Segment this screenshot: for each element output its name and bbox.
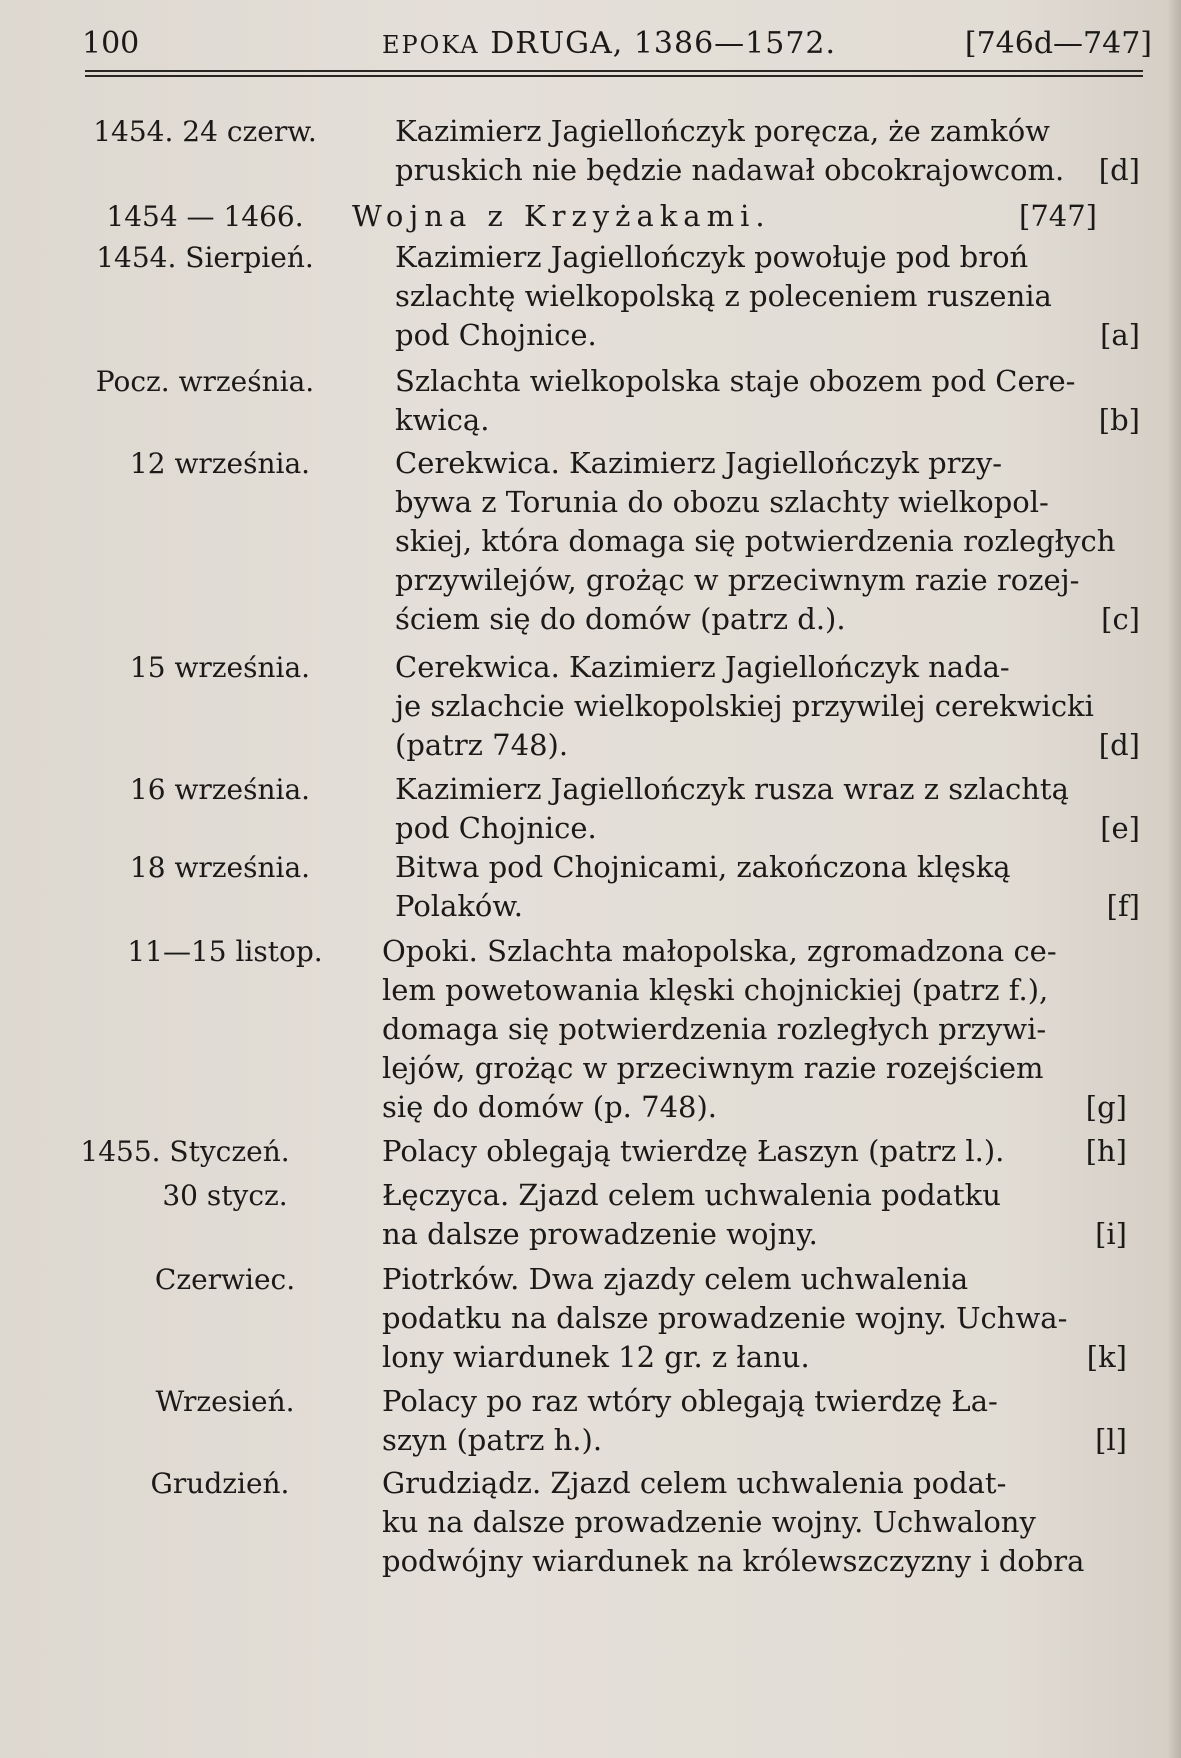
entry-date: 16 września. <box>129 773 311 806</box>
entry-line <box>395 401 1140 440</box>
entry-mark: [h] <box>1085 1134 1127 1168</box>
entry-line: Polacy po raz wtóry oblegają twierdzę Ła- <box>382 1384 998 1418</box>
entry-line-text: (patrz 748). <box>395 728 569 762</box>
entry-line-text: lony wiardunek 12 gr. z łanu. <box>382 1340 810 1374</box>
entry-line-text: pruskich nie będzie nadawał obcokrajowcom. <box>395 153 1065 187</box>
entry-mark: [k] <box>1086 1340 1127 1374</box>
entry-mark: [i] <box>1095 1217 1127 1251</box>
entry-line <box>395 151 1140 190</box>
entry-mark: [747] <box>1019 199 1097 233</box>
entry-line: Cerekwica. Kazimierz Jagiellończyk nada- <box>395 650 1010 684</box>
entry-line <box>395 316 1140 355</box>
entry-date: 30 stycz. <box>162 1179 288 1212</box>
entry-date: Pocz. września. <box>95 365 315 398</box>
entry-line-text: się do domów (p. 748). <box>382 1090 718 1124</box>
entry-line: Kazimierz Jagiellończyk poręcza, że zamków <box>395 114 1050 148</box>
entry-line <box>395 726 1140 765</box>
entry-line <box>395 809 1140 848</box>
entry-line: Grudziądz. Zjazd celem uchwalenia podat- <box>382 1466 1007 1500</box>
entry-mark: [c] <box>1101 602 1140 636</box>
header-rule-double <box>85 75 1143 77</box>
entry-line: lejów, grożąc w przeciwnym razie rozejściem <box>382 1051 1044 1085</box>
entry-line: Cerekwica. Kazimierz Jagiellończyk przy- <box>395 446 1003 480</box>
entry-text <box>382 1132 1127 1171</box>
entry-text <box>395 112 1140 190</box>
entry-text <box>382 1382 1127 1460</box>
entry-text <box>382 1260 1127 1377</box>
entry-line: Bitwa pod Chojnicami, zakończona klęską <box>395 850 1011 884</box>
entry-date: 15 września. <box>129 651 311 684</box>
entry-line-text: Polacy oblegają twierdzę Łaszyn (patrz l.). <box>382 1134 1005 1168</box>
entry-line-text: pod Chojnice. <box>395 811 597 845</box>
entry-text <box>395 848 1140 926</box>
entry-line-text: na dalsze prowadzenie wojny. <box>382 1217 818 1251</box>
entry-line-text: kwicą. <box>395 403 490 437</box>
entry-line-text: Polaków. <box>395 889 523 923</box>
entry-line: skiej, która domaga się potwierdzenia rozległych <box>395 524 1116 558</box>
entry-mark: [e] <box>1100 811 1140 845</box>
entry-line: je szlachcie wielkopolskiej przywilej cerekwicki <box>395 689 1094 723</box>
entry-mark: [g] <box>1085 1090 1127 1124</box>
entry-line <box>382 1338 1127 1377</box>
entry-line: lem powetowania klęski chojnickiej (patrz f.), <box>382 973 1049 1007</box>
page-edge-shadow <box>1167 0 1181 1758</box>
entry-line <box>395 600 1140 639</box>
entry-date: 12 września. <box>129 447 311 480</box>
entry-line <box>352 197 1097 236</box>
entry-line: Opoki. Szlachta małopolska, zgromadzona ce- <box>382 934 1057 968</box>
entry-text <box>352 197 1097 236</box>
entry-line <box>382 1215 1127 1254</box>
entry-line <box>382 1421 1127 1460</box>
entry-line: Kazimierz Jagiellończyk rusza wraz z szlachtą <box>395 772 1069 806</box>
entry-mark: [l] <box>1095 1423 1127 1457</box>
entry-mark: [d] <box>1098 153 1140 187</box>
entry-line <box>382 1132 1127 1171</box>
entry-line <box>395 887 1140 926</box>
running-title <box>382 24 836 65</box>
entry-line: Piotrków. Dwa zjazdy celem uchwalenia <box>382 1262 969 1296</box>
page-number: 100 <box>82 26 140 61</box>
entry-date: 1454 — 1466. <box>106 200 304 233</box>
entry-line: podatku na dalsze prowadzenie wojny. Uchwa- <box>382 1301 1068 1335</box>
entry-text <box>395 648 1140 765</box>
entry-date: 1454. Sierpień. <box>96 241 314 274</box>
header-rule <box>85 70 1143 72</box>
entry-date: 18 września. <box>129 851 311 884</box>
running-title-rest: DRUGA, 1386—1572. <box>490 26 837 61</box>
entry-mark: [a] <box>1100 318 1140 352</box>
entry-line: podwójny wiardunek na królewszczyzny i dobra <box>382 1544 1085 1578</box>
entry-text <box>395 238 1140 355</box>
running-title-epoch: EPOKA <box>382 31 480 59</box>
entry-text <box>382 1464 1127 1581</box>
entry-date: Grudzień. <box>150 1467 290 1500</box>
entry-line: przywilejów, grożąc w przeciwnym razie rozej- <box>395 563 1080 597</box>
section-reference: [746d—747] <box>964 26 1152 61</box>
entry-line-text: ściem się do domów (patrz d.). <box>395 602 846 636</box>
entry-line: szlachtę wielkopolską z poleceniem ruszenia <box>395 279 1052 313</box>
entry-text <box>395 444 1140 639</box>
entry-date: 1455. Styczeń. <box>80 1135 290 1168</box>
entry-line: Kazimierz Jagiellończyk powołuje pod broń <box>395 240 1029 274</box>
entry-date: 11—15 listop. <box>127 935 323 968</box>
entry-line: bywa z Torunia do obozu szlachty wielkopol- <box>395 485 1049 519</box>
entry-date: 1454. 24 czerw. <box>93 115 317 148</box>
entry-mark: [b] <box>1098 403 1140 437</box>
entry-line-text: szyn (patrz h.). <box>382 1423 603 1457</box>
entry-mark: [d] <box>1098 728 1140 762</box>
entry-text <box>395 362 1140 440</box>
entry-date: Wrzesień. <box>155 1385 295 1418</box>
entry-mark: [f] <box>1106 889 1140 923</box>
entry-date: Czerwiec. <box>154 1263 296 1296</box>
entry-line: Łęczyca. Zjazd celem uchwalenia podatku <box>382 1178 1001 1212</box>
entry-line: ku na dalsze prowadzenie wojny. Uchwalony <box>382 1505 1036 1539</box>
running-header <box>82 24 1152 64</box>
entry-line: Szlachta wielkopolska staje obozem pod Cere- <box>395 364 1076 398</box>
entry-line <box>382 1088 1127 1127</box>
entry-line-text: Wojna z Krzyżakami. <box>352 199 771 233</box>
entry-line-text: pod Chojnice. <box>395 318 597 352</box>
entry-line: domaga się potwierdzenia rozległych przywi- <box>382 1012 1047 1046</box>
entry-text <box>395 770 1140 848</box>
entry-text <box>382 1176 1127 1254</box>
entry-text <box>382 932 1127 1127</box>
